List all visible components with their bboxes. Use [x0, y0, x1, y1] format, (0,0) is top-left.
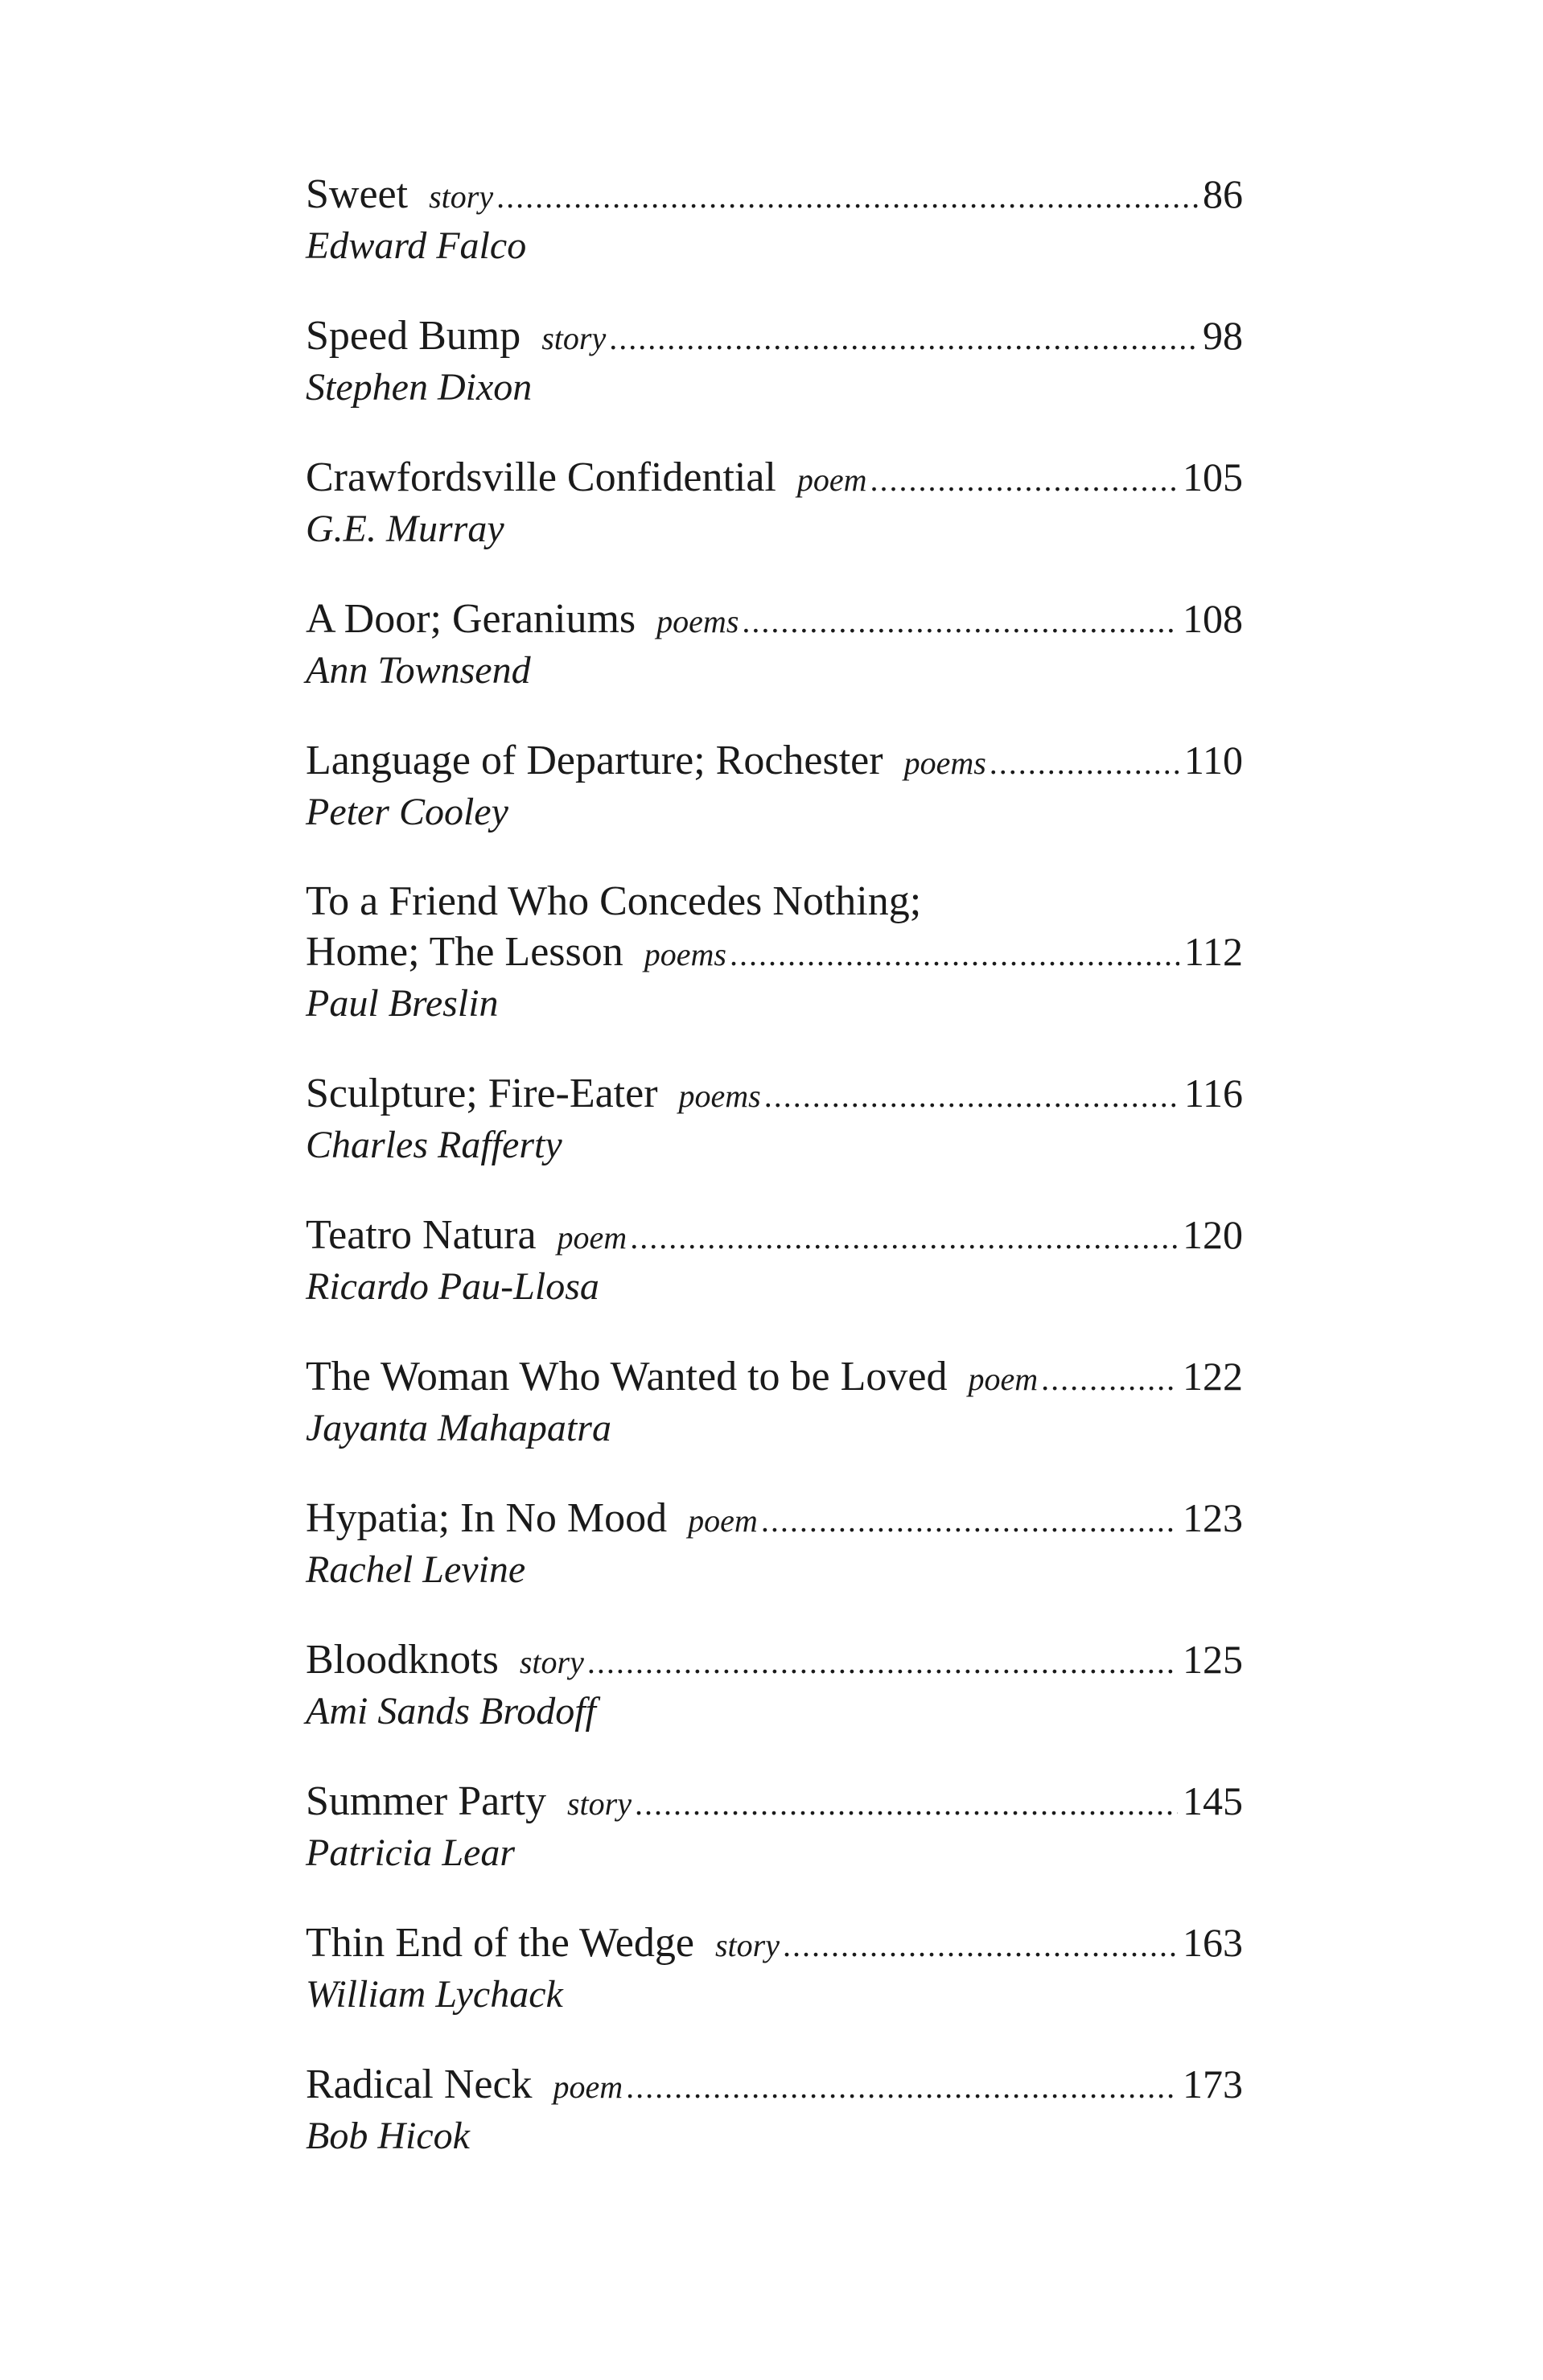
toc-author: Rachel Levine	[306, 1548, 526, 1591]
table-of-contents	[306, 169, 1243, 2201]
toc-genre: story	[714, 1927, 780, 1963]
toc-entry	[306, 1068, 1243, 1210]
toc-genre: poems	[903, 745, 986, 781]
toc-genre: poem	[557, 1219, 627, 1256]
toc-genre: story	[429, 179, 494, 215]
toc-title-line	[306, 927, 1243, 980]
toc-page-number: 86	[1203, 171, 1243, 216]
dot-leader	[587, 1638, 1178, 1687]
toc-entry	[306, 1776, 1243, 1918]
dot-leader	[742, 597, 1178, 647]
toc-author: Stephen Dixon	[306, 366, 533, 409]
dot-leader	[730, 930, 1179, 980]
toc-title: Bloodknots	[306, 1637, 499, 1683]
toc-author: Edward Falco	[306, 224, 527, 267]
dot-leader	[1041, 1354, 1178, 1404]
dot-leader	[635, 1779, 1178, 1829]
toc-title-line	[306, 1068, 1243, 1121]
toc-author: G.E. Murray	[306, 508, 504, 550]
dot-leader	[496, 172, 1198, 222]
toc-page-number: 123	[1183, 1495, 1243, 1540]
toc-author: William Lychack	[306, 1973, 563, 2016]
toc-page-number: 98	[1203, 313, 1243, 358]
toc-genre: story	[519, 1644, 584, 1680]
dot-leader	[761, 1496, 1178, 1546]
toc-title-first-line: To a Friend Who Concedes Nothing;	[306, 878, 922, 924]
toc-title: A Door; Geraniums	[306, 596, 636, 642]
dot-leader	[764, 1071, 1179, 1121]
toc-author: Bob Hicok	[306, 2115, 470, 2157]
toc-entry	[306, 877, 1243, 1068]
toc-author: Jayanta Mahapatra	[306, 1407, 611, 1449]
toc-title: Crawfordsville Confidential	[306, 454, 776, 500]
toc-title-line	[306, 452, 1243, 505]
toc-author: Patricia Lear	[306, 1831, 515, 1874]
toc-page-number: 145	[1183, 1778, 1243, 1823]
toc-page-number: 116	[1183, 1071, 1243, 1116]
toc-genre: poems	[644, 936, 726, 972]
toc-page-number: 108	[1183, 596, 1243, 641]
dot-leader	[609, 314, 1198, 364]
toc-title-line	[306, 1210, 1243, 1263]
toc-entry	[306, 452, 1243, 594]
toc-entry	[306, 1634, 1243, 1776]
dot-leader	[626, 2062, 1178, 2112]
dot-leader	[990, 738, 1179, 788]
toc-title: The Woman Who Wanted to be Loved	[306, 1354, 948, 1400]
toc-author: Ami Sands Brodoff	[306, 1690, 596, 1733]
toc-author: Ann Townsend	[306, 649, 531, 692]
toc-page-number: 120	[1183, 1212, 1243, 1257]
toc-genre: story	[566, 1786, 632, 1822]
toc-title-line	[306, 1493, 1243, 1546]
toc-genre: poems	[678, 1078, 761, 1114]
toc-author: Charles Rafferty	[306, 1124, 562, 1166]
dot-leader	[870, 455, 1178, 505]
toc-entry	[306, 2059, 1243, 2201]
toc-title-line	[306, 594, 1243, 647]
toc-genre: story	[541, 320, 607, 356]
toc-title: Sweet	[306, 171, 409, 217]
toc-entry	[306, 735, 1243, 877]
dot-leader	[630, 1213, 1178, 1263]
toc-entry	[306, 594, 1243, 735]
toc-page-number: 110	[1183, 738, 1243, 783]
toc-genre: poem	[553, 2069, 623, 2105]
toc-entry	[306, 1210, 1243, 1351]
toc-entry	[306, 310, 1243, 452]
toc-genre: poem	[796, 462, 867, 498]
toc-title-line	[306, 735, 1243, 788]
toc-title-line	[306, 310, 1243, 364]
toc-page-number: 125	[1183, 1637, 1243, 1682]
toc-entry	[306, 1493, 1243, 1634]
toc-title-line	[306, 1776, 1243, 1829]
toc-title-line	[306, 2059, 1243, 2112]
toc-title-line	[306, 1351, 1243, 1404]
toc-title: Thin End of the Wedge	[306, 1920, 694, 1966]
toc-genre: poem	[968, 1361, 1039, 1397]
toc-page-number: 173	[1183, 2061, 1243, 2107]
toc-title-line	[306, 877, 1243, 927]
toc-page-number: 105	[1183, 454, 1243, 499]
toc-entry	[306, 1918, 1243, 2059]
toc-title-line	[306, 1918, 1243, 1971]
toc-title-line	[306, 169, 1243, 222]
toc-title: Radical Neck	[306, 2061, 533, 2107]
toc-page-number: 122	[1183, 1354, 1243, 1399]
toc-title-line	[306, 1634, 1243, 1687]
toc-author: Peter Cooley	[306, 791, 508, 833]
toc-author: Ricardo Pau-Llosa	[306, 1265, 599, 1308]
toc-title: Hypatia; In No Mood	[306, 1495, 668, 1541]
toc-genre: poems	[656, 603, 739, 639]
toc-title: Language of Departure; Rochester	[306, 738, 883, 783]
dot-leader	[783, 1921, 1178, 1971]
toc-title: Home; The Lesson	[306, 929, 623, 975]
toc-title: Speed Bump	[306, 313, 521, 359]
toc-entry	[306, 1351, 1243, 1493]
toc-title: Summer Party	[306, 1778, 546, 1824]
toc-title: Teatro Natura	[306, 1212, 537, 1258]
toc-author: Paul Breslin	[306, 982, 499, 1025]
toc-title: Sculpture; Fire-Eater	[306, 1071, 658, 1116]
toc-genre: poem	[688, 1502, 758, 1539]
toc-page-number: 163	[1183, 1920, 1243, 1965]
toc-page-number: 112	[1183, 929, 1243, 974]
toc-entry	[306, 169, 1243, 310]
